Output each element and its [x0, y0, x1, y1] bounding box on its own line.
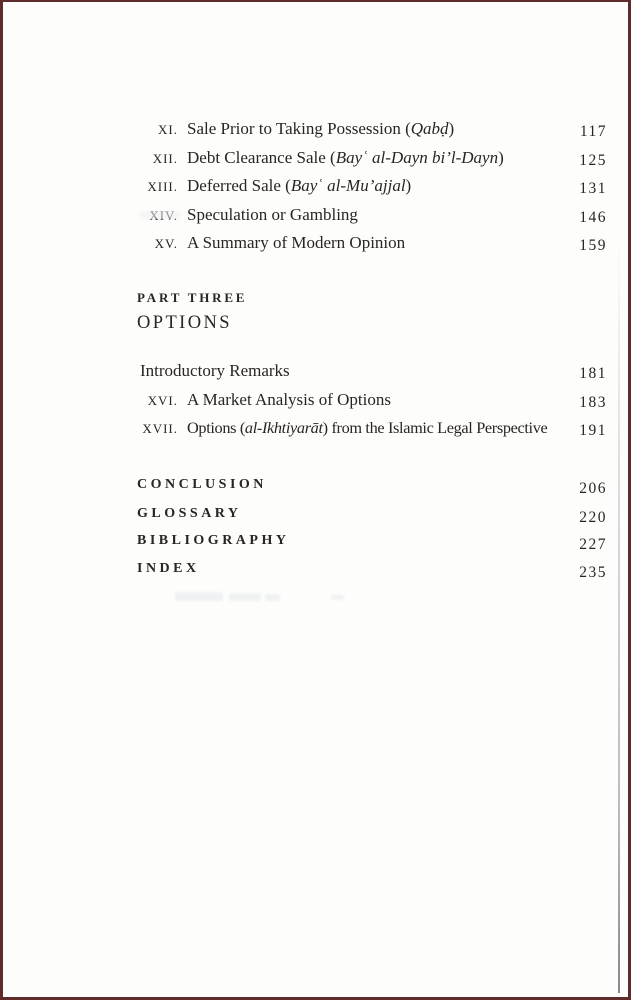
title-segment: ) [405, 176, 412, 195]
title-segment-italic: Bayʿ al-Mu’ajjal [290, 176, 406, 195]
toc-entry [125, 118, 607, 141]
page-number: 220 [579, 509, 607, 526]
title-segment: Deferred Sale ( [187, 176, 291, 195]
page-number: 183 [579, 394, 607, 411]
chapter-numeral: XVII. [142, 421, 178, 436]
title-segment: Sale Prior to Taking Possession ( [187, 119, 411, 138]
chapter-title [187, 176, 411, 195]
page-edge-shadow [618, 237, 620, 993]
title-segment: Options ( [187, 418, 245, 437]
title-segment-italic: Bayʿ al-Dayn bi’l-Dayn [335, 148, 499, 167]
title-segment: Debt Clearance Sale ( [187, 148, 336, 167]
chapter-title [187, 233, 405, 252]
back-matter-row [137, 532, 607, 553]
toc-entry [125, 147, 607, 170]
toc-entry [125, 389, 607, 412]
ghost-showthrough [229, 593, 261, 601]
page-number: 159 [579, 237, 607, 254]
page-number: 206 [579, 480, 607, 497]
chapter-numeral: XI. [158, 122, 178, 137]
toc-entry [125, 417, 607, 440]
ghost-showthrough [331, 595, 344, 600]
title-segment: ) [448, 119, 455, 138]
chapter-title [187, 418, 547, 437]
page-number: 235 [579, 564, 607, 581]
chapter-title [187, 390, 391, 409]
page-number: 146 [579, 209, 607, 226]
title-segment: A Summary of Modern Opinion [187, 233, 406, 252]
chapter-numeral: XV. [154, 236, 178, 251]
title-segment-italic: al-Ikhtiyarāt [244, 418, 323, 437]
page-number: 131 [579, 180, 607, 197]
chapter-numeral: XIII. [147, 179, 178, 194]
page-number: 181 [579, 365, 607, 382]
back-matter-label: GLOSSARY [137, 506, 242, 521]
back-matter-row [137, 560, 607, 581]
back-matter-label: INDEX [137, 561, 200, 576]
part-title: OPTIONS [137, 313, 232, 333]
ghost-showthrough [140, 211, 180, 219]
chapter-title [187, 119, 454, 138]
page-number: 227 [579, 536, 607, 553]
back-matter-label: CONCLUSION [137, 477, 267, 492]
chapter-numeral: XVI. [147, 393, 178, 408]
toc-entry [125, 232, 607, 255]
toc-entry [125, 175, 607, 198]
chapter-title [140, 361, 290, 380]
page-number: 125 [579, 152, 607, 169]
title-segment: A Market Analysis of Options [187, 390, 391, 409]
title-segment: ) [498, 148, 504, 167]
back-matter-row [137, 476, 607, 497]
part-label: PART THREE [137, 290, 248, 305]
page-number: 117 [579, 123, 607, 140]
back-matter-row [137, 505, 607, 526]
title-segment: ) from the Islamic Legal Perspective [322, 418, 548, 437]
title-segment: Speculation or Gambling [187, 205, 358, 224]
page-number: 191 [579, 422, 607, 439]
chapter-title [187, 148, 504, 167]
ghost-showthrough [175, 592, 223, 601]
toc-entry [125, 204, 607, 227]
back-matter-label: BIBLIOGRAPHY [137, 533, 290, 548]
toc-entry [125, 360, 607, 382]
ghost-showthrough [265, 594, 280, 601]
title-segment: Introductory Remarks [140, 361, 290, 380]
title-segment-italic: Qabḍ [410, 119, 449, 138]
chapter-numeral: XII. [152, 151, 178, 166]
chapter-title [187, 205, 358, 224]
